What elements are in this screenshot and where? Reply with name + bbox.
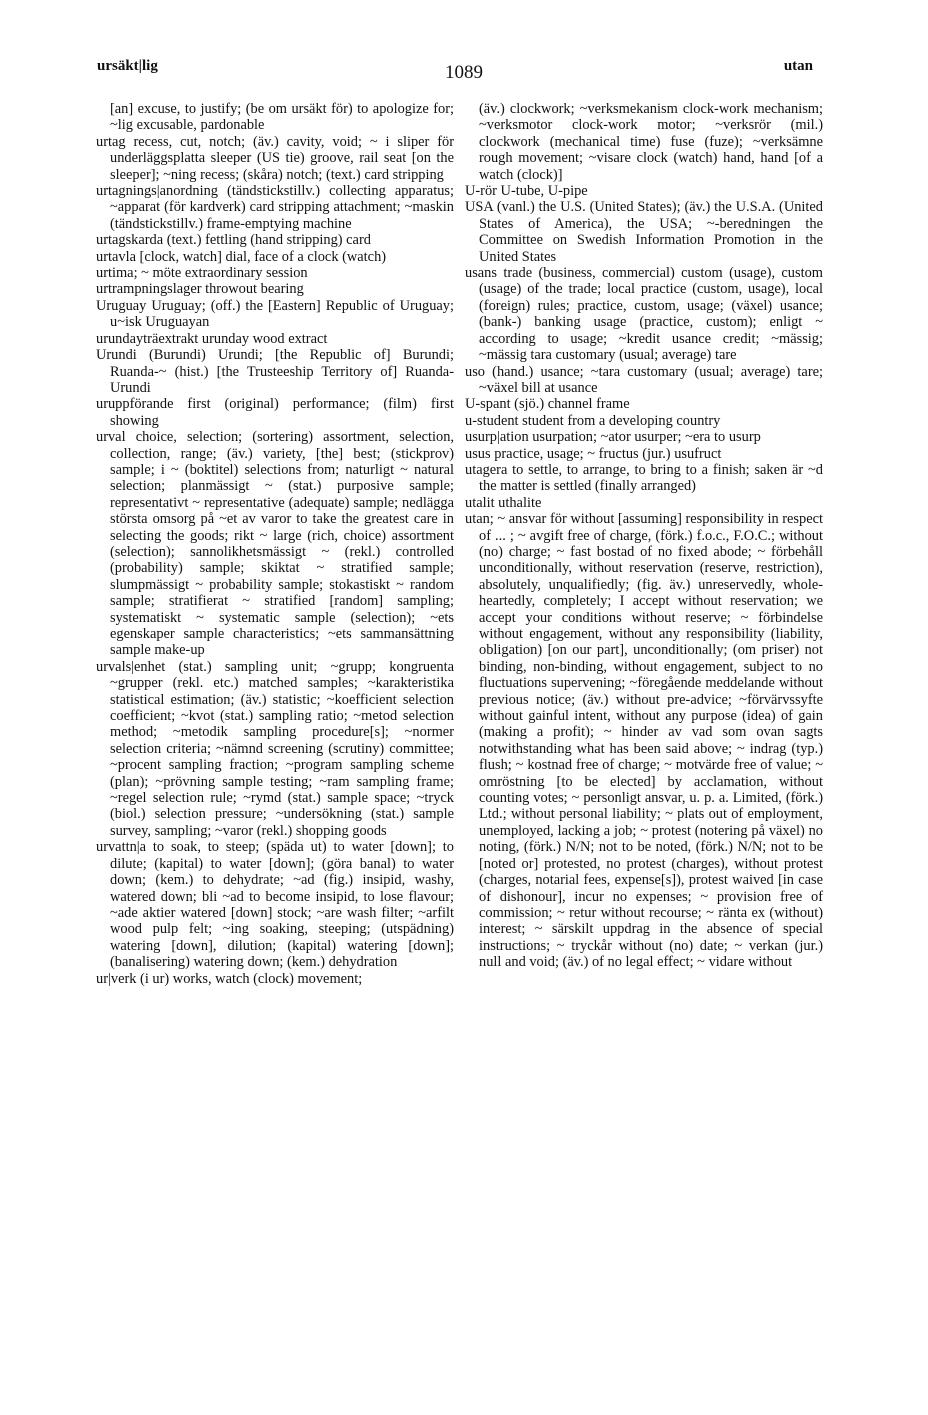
dictionary-entry: uso (hand.) usance; ~tara customary (usual; average) tare; ~växel bill at usance <box>465 363 823 396</box>
dictionary-entry: U-spant (sjö.) channel frame <box>465 396 630 413</box>
dictionary-entry: urvals|enhet (stat.) sampling unit; ~grupp; kongruenta ~grupper (rekl. etc.) matched samples; ~karakteristika statistical estimation; (äv.) statistic; ~koefficient selection coefficient; ~kvot (stat.) sampling ratio; ~metod selection method; ~metodik sampling procedure[s]; ~normer selection criteria; ~nämnd screening (scrutiny) committee; ~procent sampling fraction; ~program sampling scheme (plan); ~prövning sample testing; ~ram sampling frame; ~regel selection rule; ~rymd (stat.) sample space; ~tryck (biol.) selection pressure; ~undersökning (stat.) sample survey, sampling; ~varor (rekl.) shopping goods <box>96 658 454 839</box>
dictionary-entry: urtagnings|anordning (tändstickstillv.) collecting apparatus; ~apparat (för kardverk) card stripping attachment; ~maskin (tändstickstillv.) frame-emptying machine <box>96 183 454 232</box>
dictionary-entry: urundayträextrakt urunday wood extract <box>96 330 328 347</box>
dictionary-entry: usus practice, usage; ~ fructus (jur.) usufruct <box>465 445 722 462</box>
dictionary-entry: urtavla [clock, watch] dial, face of a clock (watch) <box>96 248 387 265</box>
dictionary-entry: ur|verk (i ur) works, watch (clock) movement; <box>96 970 363 987</box>
dictionary-entry: urvattn|a to soak, to steep; (späda ut) to water [down]; to dilute; (kapital) to water [down]; (göra banal) to water down; (kem.) to dehydrate; ~ad (fig.) insipid, washy, watered down; bli ~ad to become insipid, to lose flavour; ~ade aktier watered [down] stock; ~are wash filter; ~arfilt wood pulp felt; ~ing soaking, steeping; (utspädning) watering [down], dilution; (kapital) watering [down]; (banalisering) watering down; (kem.) dehydration <box>96 839 454 971</box>
continued-entry: [an] excuse, to justify; (be om ursäkt för) to apologize for; ~lig excusable, pardonable <box>110 101 454 134</box>
right-column <box>465 101 823 971</box>
dictionary-entry: utan; ~ ansvar för without [assuming] responsibility in respect of ... ; ~ avgift free of charge, (förk.) f.o.c., F.O.C.; without (no) charge; ~ fast bostad of no fixed abode; ~ förbehåll unconditionally, without reservation (reserve, restriction), absolutely, unqualifiedly; (fig. äv.) unreservedly, whole-heartedly, completely; I accept without reservation; we accept your conditions without reserve; ~ förbindelse without engagement, without any responsibility (liability, obligation) [on our part], unconditionally; (om priser) not binding, non-binding, without engagement, subject to no fluctuations supervening; ~föregående meddelande without previous notice; (äv.) without pre-advice; ~förvärvssyfte without gainful intent, without any purpose (idea) of gain (making a profit); ~ hinder av vad som ovan sagts notwithstanding what has been said above; ~ indrag (typ.) flush; ~ kostnad free of charge; ~ motvärde free of value; ~ omröstning [to be elected] by acclamation, without counting votes; ~ personligt ansvar, u. p. a. Limited, (förk.) Ltd.; without personal liability; ~ plats out of employment, unemployed, lacking a job; ~ protest (notering på växel) no noting, (förk.) N/N; not to be noted, (förk.) N/N; not to be [noted or] protested, no protest (charges), without protest (charges, notarial fees, expense[s]), protest waived [in case of dishonour], incur no expenses; ~ provision free of commission; ~ retur without recourse; ~ ränta ex (without) interest; ~ särskilt uppdrag in the absence of special instructions; ~ tryckår without (no) date; ~ verkan (jur.) null and void; (äv.) of no legal effect; ~ vidare without <box>465 511 823 971</box>
dictionary-entry: usurp|ation usurpation; ~ator usurper; ~era to usurp <box>465 429 761 446</box>
dictionary-entry: USA (vanl.) the U.S. (United States); (äv.) the U.S.A. (United States of America), the USA; ~-beredningen the Committee on Swedish Information Promotion in the United States <box>465 199 823 265</box>
dictionary-entry: urval choice, selection; (sortering) assortment, selection, collection, range; (äv.) variety, [the] best; (stickprov) sample; i ~ (boktitel) selections from; naturligt ~ natural selection; planmässigt ~ (stat.) purposive sample; representativt ~ representative (adequate) sample; nedlägga största omsorg på ~et av varor to take the greatest care in selecting the goods; rikt ~ large (rich, choice) assortment (selection); sannolikhetsmässigt ~ (rekl.) controlled (probability) sample; skiktat ~ stratified sample; slumpmässigt ~ probability sample; stokastiskt ~ random sample; stratifierat ~ stratified [random] sampling; systematiskt ~ systematic sample (selection); ~ets egenskaper sample characteristics; ~ets sammansättning sample make-up <box>96 429 454 659</box>
left-column <box>96 101 454 987</box>
dictionary-entry: Urundi (Burundi) Urundi; [the Republic of] Burundi; Ruanda-~ (hist.) [the Trusteeship Territory of] Ruanda-Urundi <box>96 347 454 396</box>
dictionary-entry: urtrampningslager throwout bearing <box>96 281 304 298</box>
dictionary-entry: urtima; ~ möte extraordinary session <box>96 265 308 282</box>
dictionary-entry: U-rör U-tube, U-pipe <box>465 183 588 200</box>
dictionary-entry: utalit uthalite <box>465 494 542 511</box>
dictionary-entry: Uruguay Uruguay; (off.) the [Eastern] Republic of Uruguay; u~isk Uruguayan <box>96 297 454 331</box>
dictionary-entry: urtagskarda (text.) fettling (hand stripping) card <box>96 232 371 249</box>
guide-word-left: ursäkt|lig <box>97 58 158 74</box>
dictionary-entry: utagera to settle, to arrange, to bring to a finish; saken är ~d the matter is settled (finally arranged) <box>465 461 823 495</box>
dictionary-entry: uruppförande first (original) performance; (film) first showing <box>96 396 454 429</box>
dictionary-entry: urtag recess, cut, notch; (äv.) cavity, void; ~ i sliper för underläggsplatta sleeper (US tie) groove, rail seat [on the sleeper]; ~ning recess; (skåra) notch; (text.) card stripping <box>96 133 454 183</box>
guide-word-right: utan <box>783 58 813 74</box>
dictionary-entry: u-student student from a developing country <box>465 412 721 429</box>
continued-entry: (äv.) clockwork; ~verksmekanism clock-work mechanism; ~verksmotor clock-work motor; ~verksrör (mil.) clockwork (mechanical time) fuse (fuze); ~verksämne rough movement; ~visare clock (watch) hand, hand [of a watch (clock)] <box>479 101 823 183</box>
dictionary-entry: usans trade (business, commercial) custom (usage), custom (usage) of the trade; local practice (custom, usage), local (foreign) rules; practice, custom, usage; (växel) usance; (bank-) banking usage (practice, custom); enligt ~ according to usage; ~kredit usance credit; ~mässig; ~mässig tara customary (usual; average) tare <box>465 265 823 364</box>
page-number: 1089 <box>445 62 483 83</box>
